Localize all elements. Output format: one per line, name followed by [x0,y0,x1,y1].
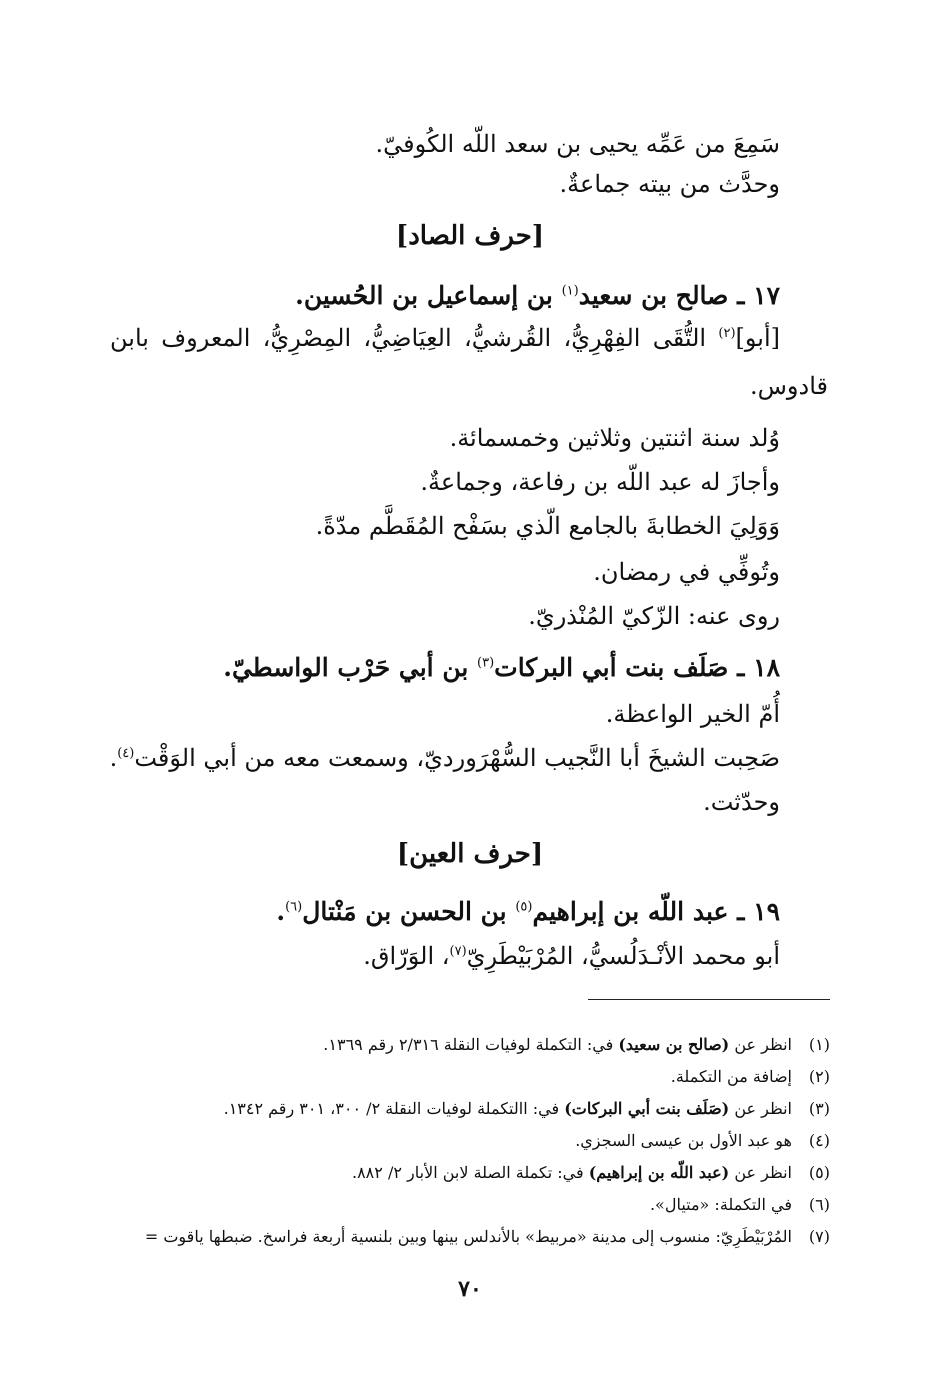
text-line: قادوس. [750,372,828,400]
text-line: روى عنه: الزّكيّ المُنْذريّ. [528,602,780,630]
text-line: أُمّ الخير الواعظة. [605,700,780,728]
footnote-ref: (٧) [449,944,467,959]
page-number: ٧٠ [458,1276,482,1302]
section-heading-ayn: [حرف العين] [396,839,544,869]
text-line: وُلد سنة اثنتين وثلاثين وخمسمائة. [449,424,780,452]
text-line: أبو محمد الأنْـدَلُسيُّ، المُرْبَيْطَرِيّ$^{(٧)}$، الوَرّاق. [363,942,780,970]
text-line: صَحِبت الشيخَ أبا النَّجيب السُّهْرَورديّ، وسمعت معه من أبي الوَقْت$^{(٤)}$. [109,744,780,772]
entry-18-title: ١٨ ـ صَلَف بنت أبي البركات$^{(٣)}$ بن أبي حَرْب الواسطيّ. [223,653,780,682]
footnote-ref: (٣) [477,655,495,671]
footnote-line: (٢)إضافة من التكملة. [670,1067,830,1086]
text-line: وَوَلِيَ الخطابةَ بالجامع الّذي بسَفْح المُقَطَّم مدّةً. [315,512,780,540]
text-line: وحدَّث من بيته جماعةٌ. [559,170,780,198]
footnote-ref: (٢) [718,326,736,341]
footnote-line: (٦)في التكملة: «متيال». [649,1195,830,1214]
footnote-ref: (١) [561,283,579,299]
section-heading-sad: [حرف الصاد] [395,221,545,251]
entry-17-title: ١٧ ـ صالح بن سعيد$^{(١)}$ بن إسماعيل بن الحُسين. [295,281,780,310]
text-line: وأجازَ له عبد اللّه بن رفاعة، وجماعةٌ. [420,468,780,496]
text-line: وحدّثت. [703,788,780,816]
footnote-ref: (٦) [285,899,303,915]
entry-19-title: ١٩ ـ عبد اللّه بن إبراهيم$^{(٥)}$ بن الحسن بن مَنْتال$^{(٦)}$. [276,897,780,926]
entry-17-kunya: [أبو]$^{(٢)}$ التُّقَى الفِهْرِيُّ، القُرشيُّ، العِيَاضِيُّ، المِصْرِيُّ، المعروف بابن [110,324,780,352]
footnote-line: (٤)هو عبد الأول بن عيسى السجزي. [575,1131,830,1150]
footnote-line: (٥)انظر عن (عبد اللّه بن إبراهيم) في: تكملة الصلة لابن الأبار ٢/ ٨٨٢. [351,1163,830,1182]
text-line: وتُوفِّي في رمضان. [593,558,780,586]
footnote-line: (٧)المُرْبَيْطَرِيّ: منسوب إلى مدينة «مربيط» بالأندلس بينها وبين بلنسية أربعة فراسخ. ضبطها ياقوت = [144,1227,830,1246]
text-line: سَمِعَ من عَمِّه يحيى بن سعد اللّه الكُوفيّ. [375,130,780,158]
footnote-line: (١)انظر عن (صالح بن سعيد) في: التكملة لوفيات النقلة ٢/٣١٦ رقم ١٣٦٩. [323,1035,830,1054]
footnote-ref: (٥) [515,899,533,915]
footnote-line: (٣)انظر عن (صَلَف بنت أبي البركات) في: االتكملة لوفيات النقلة ٢/ ٣٠٠، ٣٠١ رقم ١٣٤٢. [223,1099,830,1118]
footnote-ref: (٤) [117,746,135,761]
footnote-divider [588,999,830,1000]
